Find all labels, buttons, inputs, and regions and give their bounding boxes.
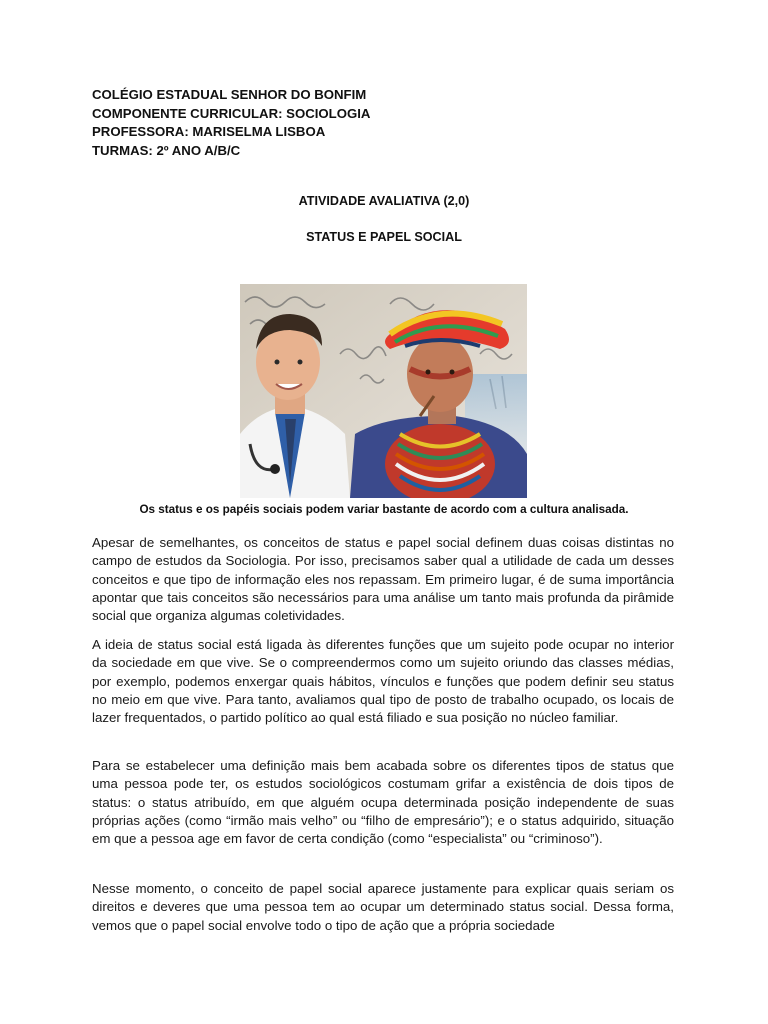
document-header <box>92 86 370 160</box>
paragraph-2: A ideia de status social está ligada às diferentes funções que um sujeito pode ocupar no interior da sociedade em que vive. Se o compreendermos como um sujeito oriundo das classes médias, por exemplo, podemos enxergar quais hábitos, vínculos e funções que podem definir seu status no meio em que vive. Para tanto, avaliamos qual tipo de posto de trabalho ocupado, os locais de lazer frequentados, o partido político ao qual está filiado e sua posição no núcleo familiar. <box>92 637 674 726</box>
teacher-line: PROFESSORA: MARISELMA LISBOA <box>92 124 326 139</box>
doctor-and-indigenous-man-picture <box>240 284 527 498</box>
paragraph-3: Para se estabelecer uma definição mais bem acabada sobre os diferentes tipos de status que uma pessoa pode ter, os estudos sociológicos costumam grifar a existência de dois tipos de status: o status atribuído, em que alguém ocupa determinada posição independente de suas próprias ações (como “irmão mais velho” ou “filho de empresário”); e o status adquirido, situação em que a pessoa age em favor de certa condição (como “especialista” ou “criminoso”). <box>92 758 674 847</box>
subject-line: COMPONENTE CURRICULAR: SOCIOLOGIA <box>92 105 371 121</box>
illustration-image <box>240 284 527 498</box>
paragraph-4: Nesse momento, o conceito de papel social aparece justamente para explicar quais seriam os direitos e deveres que uma pessoa tem ao ocupar um determinado status social. Dessa forma, vemos que o papel social envolve todo o tipo de ação que a própria sociedade <box>92 881 674 933</box>
school-name: COLÉGIO ESTADUAL SENHOR DO BONFIM <box>92 87 367 102</box>
classes-line: TURMAS: 2º ANO A/B/C <box>92 142 241 158</box>
activity-subtitle: STATUS E PAPEL SOCIAL <box>306 230 462 244</box>
activity-title: ATIVIDADE AVALIATIVA (2,0) <box>298 194 470 208</box>
image-caption: Os status e os papéis sociais podem variar bastante de acordo com a cultura analisada. <box>139 503 629 516</box>
paragraph-1: Apesar de semelhantes, os conceitos de status e papel social definem duas coisas distintas no campo de estudos da Sociologia. Por isso, precisamos saber qual a utilidade de cada um desses conceitos e que tipo de informação eles nos repassam. Em primeiro lugar, é de suma importância apontar que tais conceitos são necessários para uma análise um tanto mais profunda da pirâmide social que organiza algumas coletividades. <box>92 535 674 624</box>
